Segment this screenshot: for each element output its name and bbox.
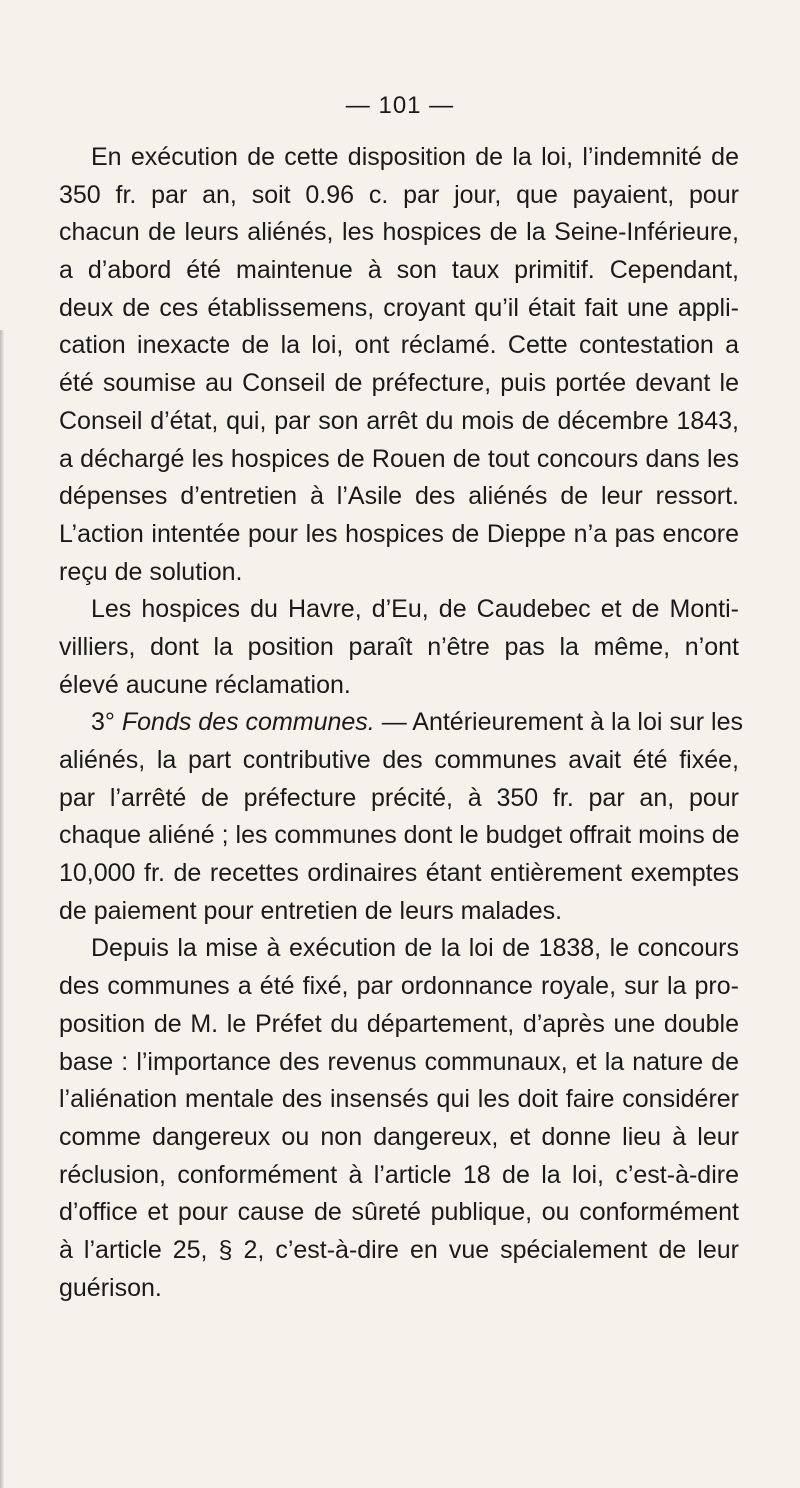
text-line: chacun de leurs aliénés, les hospices de la Seine-Inférieure, — [59, 218, 739, 247]
section-number: 3° — [91, 708, 115, 737]
text-line: été soumise au Conseil de préfecture, puis portée devant le — [59, 369, 739, 398]
text-line: d’office et pour cause de sûreté publique, ou conformément — [59, 1198, 739, 1227]
page-number: — 101 — — [345, 92, 455, 119]
section-heading-rest: — Antérieurement à la loi sur les — [374, 708, 743, 737]
text-line: dépenses d’entretien à l’Asile des aliénés de leur ressort. — [59, 482, 739, 511]
text-line: par l’arrêté de préfecture précité, à 350 fr. par an, pour — [59, 783, 739, 812]
section-heading-line — [59, 704, 743, 742]
text-line: Conseil d’état, qui, par son arrêt du mois de décembre 1843, — [59, 406, 739, 435]
text-line: L’action intentée pour les hospices de Dieppe n’a pas encore — [59, 519, 739, 548]
text-line: comme dangereux ou non dangereux, et donne lieu à leur — [59, 1122, 739, 1151]
page-edge-shadow — [0, 330, 4, 1488]
text-line: réclusion, conformément à l’article 18 de la loi, c’est-à-dire — [59, 1160, 739, 1189]
text-line: a déchargé les hospices de Rouen de tout concours dans les — [59, 444, 739, 473]
text-line: 10,000 fr. de recettes ordinaires étant entièrement exemptes — [59, 859, 739, 888]
text-line: l’aliénation mentale des insensés qui les doit faire considérer — [59, 1085, 739, 1114]
text-line: Les hospices du Havre, d’Eu, de Caudebec et de Monti- — [91, 595, 739, 624]
text-line: aliénés, la part contributive des communes avait été fixée, — [59, 746, 739, 774]
body-text — [59, 139, 743, 1307]
text-line: base : l’importance des revenus communaux, et la nature de — [59, 1047, 739, 1076]
text-line: reçu de solution. — [59, 557, 243, 586]
text-line: a d’abord été maintenue à son taux primitif. Cependant, — [59, 256, 739, 285]
text-line: En exécution de cette disposition de la loi, l’indemnité de — [91, 143, 739, 171]
text-line: deux de ces établissemens, croyant qu’il était fait une appli- — [59, 293, 739, 322]
text-line: position de M. le Préfet du département, d’après une double — [59, 1009, 739, 1038]
text-line: élevé aucune réclamation. — [59, 670, 351, 699]
text-line: Depuis la mise à exécution de la loi de 1838, le concours — [91, 934, 739, 963]
section-title: Fonds des communes. — [121, 708, 375, 737]
text-line: des communes a été fixé, par ordonnance royale, sur la pro- — [59, 972, 739, 1001]
text-line: villiers, dont la position paraît n’être pas la même, n’ont — [59, 632, 739, 661]
text-line: guérison. — [59, 1273, 162, 1302]
text-line: à l’article 25, § 2, c’est-à-dire en vue spécialement de leur — [59, 1235, 739, 1264]
text-line: chaque aliéné ; les communes dont le budget offrait moins de — [59, 821, 740, 850]
text-line: de paiement pour entretien de leurs malades. — [59, 896, 563, 925]
text-line: cation inexacte de la loi, ont réclamé. Cette contestation a — [59, 331, 739, 360]
text-line: 350 fr. par an, soit 0.96 c. par jour, que payaient, pour — [59, 180, 739, 209]
